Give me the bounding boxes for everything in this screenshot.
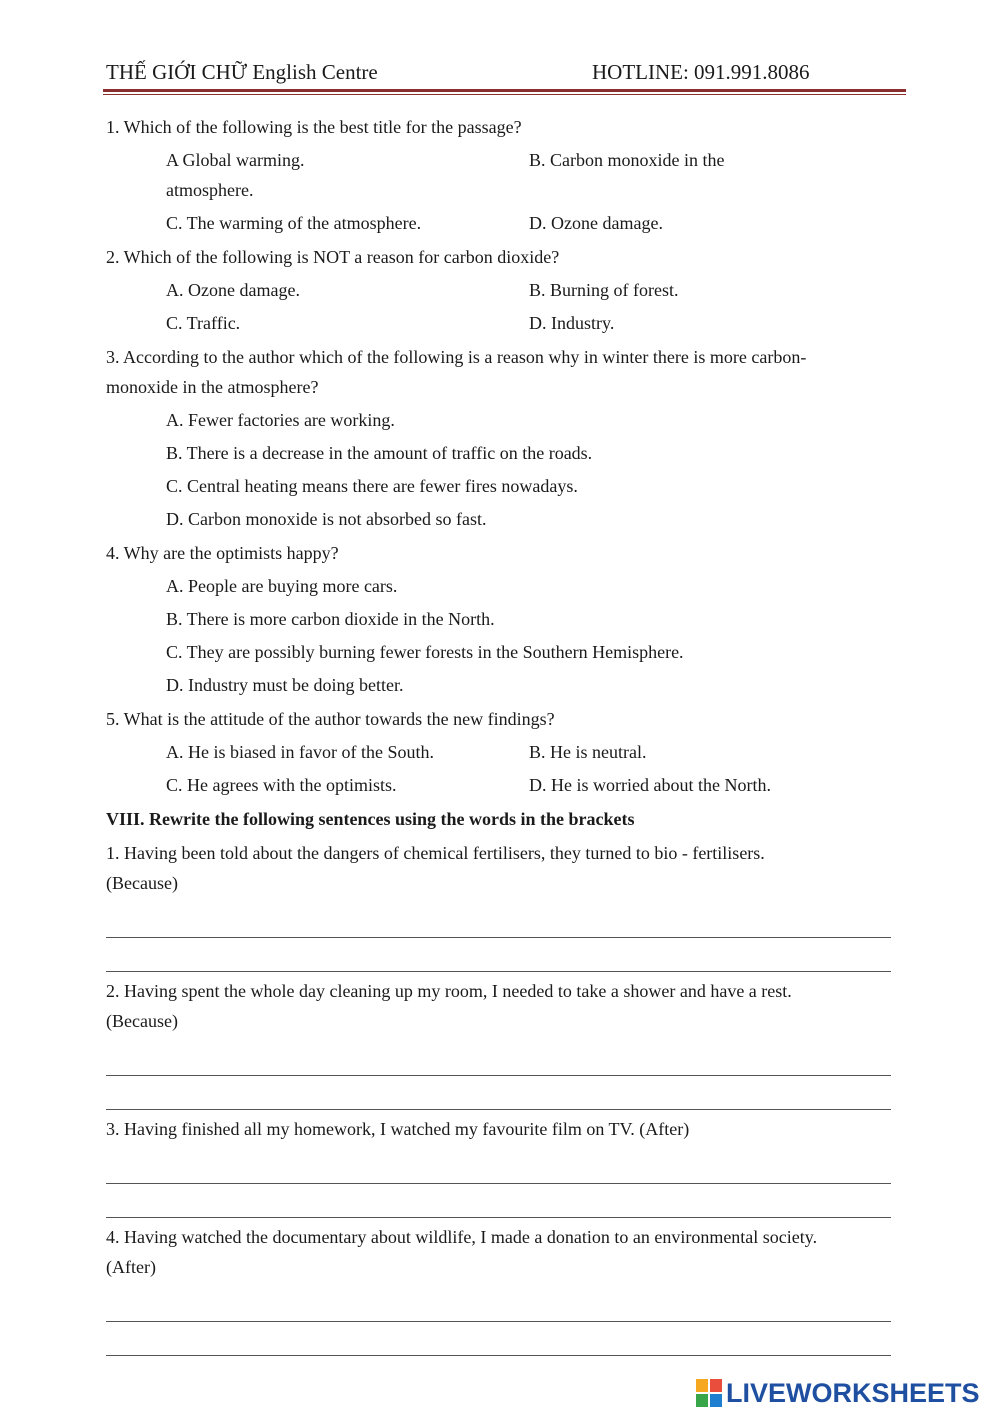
option-a[interactable]: A Global warming.: [166, 150, 305, 170]
rewrite-item-1: [106, 838, 896, 972]
question-text: 1. Which of the following is the best title for the passage?: [106, 117, 522, 137]
question-text-continuation: monoxide in the atmosphere?: [106, 377, 319, 397]
answer-line[interactable]: [106, 938, 891, 972]
question-text: 5. What is the attitude of the author towards the new findings?: [106, 709, 555, 729]
rewrite-sentence: 2. Having spent the whole day cleaning up my room, I needed to take a shower and have a rest.: [106, 981, 792, 1001]
option-c[interactable]: C. Central heating means there are fewer fires nowadays.: [166, 476, 578, 496]
liveworksheets-mark-icon: [696, 1379, 722, 1407]
option-b[interactable]: B. Carbon monoxide in the: [529, 150, 725, 170]
header-rule-thin: [103, 94, 906, 95]
question-text: 2. Which of the following is NOT a reason for carbon dioxide?: [106, 247, 560, 267]
option-a[interactable]: A. People are buying more cars.: [166, 576, 398, 596]
question-1: [106, 112, 896, 238]
option-d[interactable]: D. Ozone damage.: [529, 213, 663, 233]
logo-text: LIVEWORKSHEETS: [726, 1377, 980, 1408]
option-c[interactable]: C. The warming of the atmosphere.: [166, 213, 422, 233]
rewrite-sentence: 4. Having watched the documentary about wildlife, I made a donation to an environmental society.: [106, 1227, 818, 1247]
worksheet-content: [106, 112, 896, 1356]
option-b[interactable]: B. There is more carbon dioxide in the North.: [166, 609, 495, 629]
question-5: [106, 704, 896, 800]
centre-name: THẾ GIỚI CHỮ English Centre: [106, 60, 378, 84]
answer-line[interactable]: [106, 1322, 891, 1356]
option-c[interactable]: C. Traffic.: [166, 313, 241, 333]
option-d[interactable]: D. Industry must be doing better.: [166, 675, 404, 695]
question-3: [106, 342, 896, 534]
option-d[interactable]: D. He is worried about the North.: [529, 775, 771, 795]
answer-line[interactable]: [106, 1076, 891, 1110]
rewrite-hint: (Because): [106, 873, 178, 893]
question-2: [106, 242, 896, 338]
option-c[interactable]: C. He agrees with the optimists.: [166, 775, 397, 795]
rewrite-sentence: 1. Having been told about the dangers of chemical fertilisers, they turned to bio - fertilisers.: [106, 843, 765, 863]
option-a[interactable]: A. Fewer factories are working.: [166, 410, 395, 430]
option-b[interactable]: B. There is a decrease in the amount of traffic on the roads.: [166, 443, 593, 463]
answer-line[interactable]: [106, 1184, 891, 1218]
option-d[interactable]: D. Industry.: [529, 313, 615, 333]
answer-line[interactable]: [106, 1150, 891, 1184]
section-title: VIII. Rewrite the following sentences using the words in the brackets: [106, 809, 635, 829]
hotline: HOTLINE: 091.991.8086: [592, 60, 810, 84]
question-text: 4. Why are the optimists happy?: [106, 543, 339, 563]
page-header: [106, 56, 906, 88]
header-rule-thick: [103, 89, 906, 92]
option-a[interactable]: A. Ozone damage.: [166, 280, 300, 300]
rewrite-hint: (Because): [106, 1011, 178, 1031]
option-a[interactable]: A. He is biased in favor of the South.: [166, 742, 434, 762]
option-b-continuation: atmosphere.: [166, 180, 254, 200]
rewrite-item-4: [106, 1222, 896, 1356]
rewrite-item-3: [106, 1114, 896, 1218]
rewrite-hint: (After): [106, 1257, 156, 1277]
option-b[interactable]: B. He is neutral.: [529, 742, 647, 762]
option-c[interactable]: C. They are possibly burning fewer forests in the Southern Hemisphere.: [166, 642, 684, 662]
question-text: 3. According to the author which of the following is a reason why in winter there is more carbon-: [106, 347, 807, 367]
rewrite-item-2: [106, 976, 896, 1110]
option-b[interactable]: B. Burning of forest.: [529, 280, 679, 300]
answer-line[interactable]: [106, 1042, 891, 1076]
answer-line[interactable]: [106, 1288, 891, 1322]
liveworksheets-logo[interactable]: [696, 1376, 996, 1410]
option-d[interactable]: D. Carbon monoxide is not absorbed so fast.: [166, 509, 487, 529]
question-4: [106, 538, 896, 700]
answer-line[interactable]: [106, 904, 891, 938]
rewrite-sentence: 3. Having finished all my homework, I watched my favourite film on TV. (After): [106, 1119, 690, 1139]
